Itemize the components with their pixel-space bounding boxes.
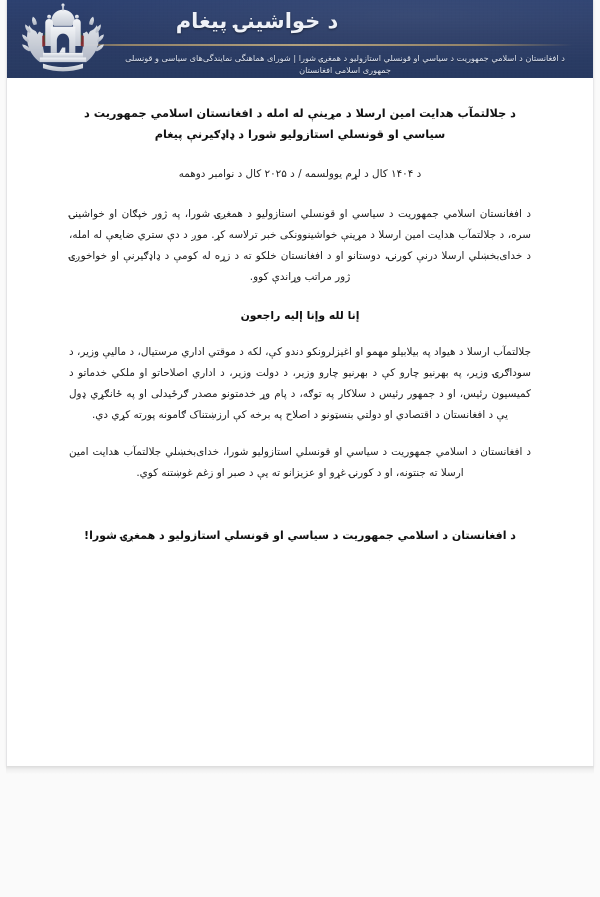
banner-subtitle: د افغانستان د اسلامي جمهوریت د سیاسي او قونسلي استازولیو د همغږۍ شورا | شورای هماهنگی نمایندگی‌های سیاسی و قونسلی جمهوری اسلامی افغانستان bbox=[125, 53, 565, 76]
document-paragraph-2: جلالتمآب ارسلا د هیواد په بیلابیلو مهمو او اغیزلرونکو دندو کې، لکه د موقتي اداري مرستیال، د مالیې وزیر، د سوداګرۍ وزیر، په بهرنیو چارو کې د بهرنیو چارو وزیر، د دولت وزیر، د اداري اصلاحاتو او ملکي خدماتو د کمیسیون رئیس، او د جمهور رئیس د سلاکار په توګه، د پام وړ خدمتونو مصدر ګرځیدلی او په ځانګړي ډول یې د افغانستان د اقتصادي او دولتي بنسټونو د اصلاح په برخه کې ارزښتناک ګامونه پورته کړي دي. bbox=[69, 346, 531, 421]
document-page bbox=[6, 0, 594, 766]
document-paragraph-3: د افغانستان د اسلامي جمهوریت د سیاسي او قونسلي استازولیو شورا، خدای‌بخښلي جلالتمآب هدایت امین ارسلا ته جنتونه، او د کورنۍ غړو او عزیزانو ته یې د صبر او زغم غوښتنه کوي. bbox=[69, 446, 531, 480]
document-date: د ۱۴۰۴ کال د لړم یوولسمه / د ۲۰۲۵ کال د نوامبر دوهمه bbox=[178, 167, 422, 180]
document-signature: د افغانستان د اسلامي جمهوریت د سیاسي او قونسلي استازولیو د همغږۍ شورا! bbox=[84, 529, 516, 543]
document-header-banner bbox=[7, 0, 593, 78]
document-paragraph-1: د افغانستان اسلامي جمهوریت د سیاسي او قونسلي استازولیو د همغږۍ شورا، په ژور خپګان او خواشینۍ سره، د جلالتمآب هدایت امین ارسلا د مړینې خواشینوونکی خبر ترلاسه کړ. موږ د دې ستري ضایعې له امله، د خدای‌بخښلي ارسلا درنې کورنۍ، دوستانو او د افغانستان خلکو ته د زړه له کومې د ډاډګیرنې او خواخوږۍ ژور مراتب وړاندې کوو. bbox=[69, 208, 531, 283]
document-title: د جلالتمآب هدایت امین ارسلا د مړینې له امله د افغانستان اسلامي جمهوریت د سیاسي او قونسلي استازولیو شورا د ډاډګیرنې پیغام bbox=[84, 107, 516, 141]
page-bottom-shadow bbox=[6, 766, 594, 774]
quranic-verse: إنا لله وإنا إليه راجعون bbox=[240, 308, 360, 322]
document-body bbox=[7, 78, 593, 586]
afghanistan-national-emblem-icon bbox=[15, 2, 111, 76]
banner-title: د خواشینۍ پیغام bbox=[175, 9, 339, 33]
